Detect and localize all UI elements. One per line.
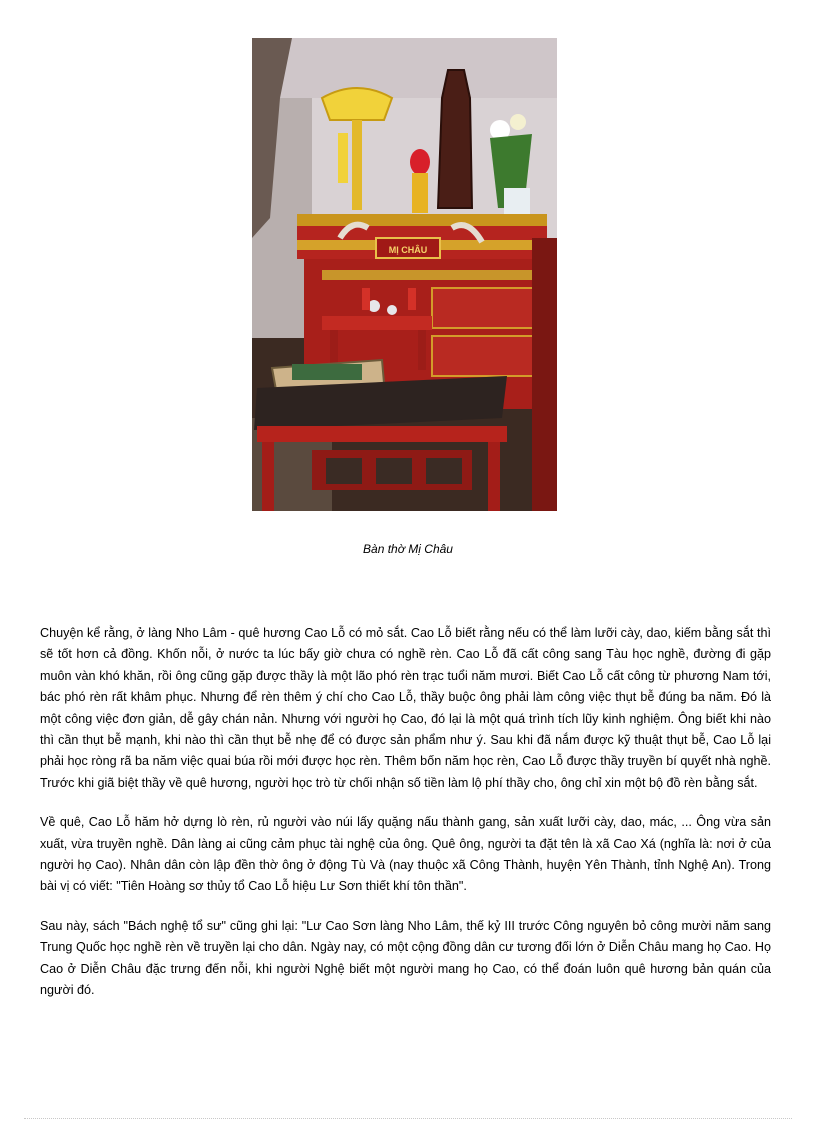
paragraph: Sau này, sách "Bách nghệ tổ sư" cũng ghi lại: "Lư Cao Sơn làng Nho Lâm, thế kỷ III trước Công nguyên bỏ công mười năm sang Trung Quốc học nghề rèn về truyền lại cho dân. Ngày nay, có một cộng đồng dân cư tương đối lớn ở Diễn Châu mang họ Cao. Họ Cao ở Diễn Châu đặc trưng đến nỗi, khi người Nghệ biết một người mang họ Cao, có thể đoán luôn quê hương bản quán của người đó. — [40, 918, 771, 998]
ancestral-tablet — [438, 70, 472, 208]
article-body — [40, 623, 771, 1020]
page-divider — [24, 1118, 792, 1119]
altar-photo — [252, 38, 557, 511]
photo-caption: Bàn thờ Mị Châu — [363, 542, 453, 556]
paragraph: Về quê, Cao Lỗ hăm hở dựng lò rèn, rủ người vào núi lấy quặng nấu thành gang, sản xuất lưỡi cày, dao, mác, ... Ông vừa sản xuất, vừa truyền nghề. Dân làng ai cũng cảm phục tài nghệ của ông. Quê ông, người ta đặt tên là xã Cao Xá (nghĩa là: nơi ở của người họ Cao). Nhân dân còn lập đền thờ ông ở động Tù Và (nay thuộc xã Công Thành, huyện Yên Thành, tỉnh Nghệ An). Trong bài vị có viết: "Tiên Hoàng sơ thủy tổ Cao Lỗ hiệu Lư Sơn thiết khí tôn thần". — [40, 815, 771, 894]
paragraph: Chuyện kể rằng, ở làng Nho Lâm - quê hương Cao Lỗ có mỏ sắt. Cao Lỗ biết rằng nếu có thể làm lưỡi cày, dao, kiếm bằng sắt thì sẽ tốt hơn cả đồng. Khốn nỗi, ở nước ta lúc bấy giờ chưa có nghề rèn. Cao Lỗ đã cất công sang Tàu học nghề, đường đi gặp muôn vàn khó khăn, rồi ông cũng gặp được thầy là một lão phó rèn trạc tuổi năm mươi. Biết Cao Lỗ cất công từ phương Nam tới, bác phó rèn rất khâm phục. Nhưng để rèn thêm ý chí cho Cao Lỗ, thầy buộc ông phải làm công việc thụt bễ đúng ba năm. Đó là một công việc đơn giản, dễ gây chán nản. Nhưng với người họ Cao, đó lại là một quá trình tích lũy kinh nghiệm. Ông biết khi nào thì cần thụt bễ mạnh, khi nào thì cần thụt bễ nhẹ để có được sản phẩm như ý. Sau khi đã nắm được kỹ thuật thụt bễ, Cao Lỗ lại phải học ròng rã ba năm việc quai búa rồi mới được học rèn. Thêm bốn năm học rèn, Cao Lỗ được thầy truyền bí quyết nhà nghề. Trước khi giã biệt thầy về quê hương, người học trò từ chối nhận số tiền làm lộ phí thầy cho, ông chỉ xin một bộ đồ rèn bằng sắt. — [40, 626, 771, 790]
parasol — [322, 88, 392, 120]
altar-plaque-text: MỊ CHÂU — [388, 245, 428, 255]
